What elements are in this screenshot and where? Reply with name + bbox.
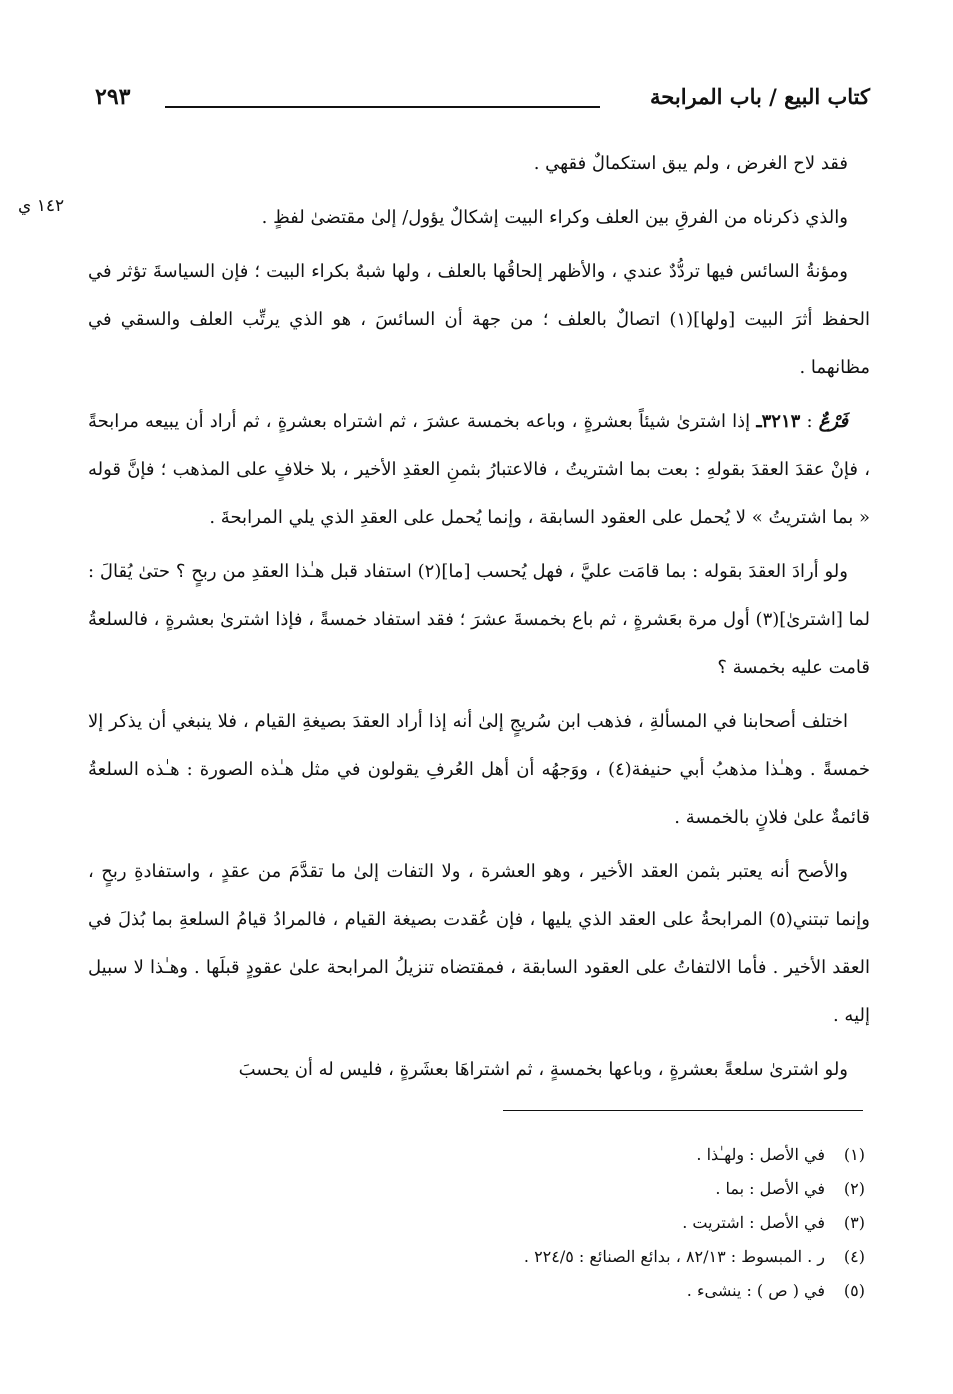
- main-text: [88, 140, 870, 1100]
- issue-number: ٣٢١٣ـ: [756, 411, 801, 432]
- paragraph: اختلف أصحابنا في المسألةِ ، فذهب ابن سُريجٍ إلىٰ أنه إذا أراد العقدَ بصيغةِ القيام ، فلا ينبغي أن يذكر إلا خمسةً . وهـٰذا مذهبُ أبي حنيفة(٤) ، ووَجهُه أن أهل العُرفِ يقولون في مثل هـٰذه الصورة : هـٰذه السلعةُ قائمةٌ علىٰ فلانٍ بالخمسة .: [88, 711, 870, 828]
- header-rule: [165, 106, 600, 108]
- footnote: [105, 1138, 865, 1172]
- footnote-number: (٢): [843, 1179, 865, 1198]
- footnote: [105, 1274, 865, 1308]
- paragraph: ولو اشترىٰ سلعةً بعشرةٍ ، وباعها بخمسةٍ ، ثم اشتراهَا بعشَرةٍ ، فليس له أن يحسبَ: [238, 1059, 848, 1080]
- footnote-number: (٥): [843, 1281, 865, 1300]
- footnote: [105, 1206, 865, 1240]
- footnote-text: في الأصل : بما .: [715, 1179, 825, 1198]
- paragraph: ولو أرادَ العقدَ بقوله : بما قامَت عليَّ ، فهل يُحسب [ما](٢) استفاد قبل هـٰذا العقدِ من ربحٍ ؟ حتىٰ يُقالَ : لما [اشترىٰ](٣) أول مرة بعَشرةٍ ، ثم باع بخمسةَ عشرَ ؛ فقد استفاد خمسةً ، فإذا اشترىٰ بعشرةٍ ، فالسلعةُ قامت عليه بخمسة ؟: [88, 561, 871, 678]
- footnote-number: (٣): [843, 1213, 865, 1232]
- paragraph: ومؤنةُ السائس فيها تردُّدٌ عندي ، والأظهر إلحاقُها بالعلف ، ولها شبهٌ بكراء البيت ؛ فإن السياسةَ تؤثر في الحفظ أثرَ البيت [ولها](١) اتصالٌ بالعلف ؛ من جهة أن السائسَ ، هو الذي يرتِّب العلف والسقي في مظانهما .: [88, 261, 871, 378]
- footnote-text: ر . المبسوط : ٨٢/١٣ ، بدائع الصنائع : ٢٢٤/٥ .: [523, 1247, 825, 1266]
- footnote-text: في ( ص ) : ينشىء .: [686, 1281, 825, 1300]
- page-number: ٢٩٣: [95, 84, 131, 110]
- header-title: كتاب البيع / باب المرابحة: [650, 84, 870, 109]
- footnote-number: (١): [843, 1145, 865, 1164]
- footnote: [105, 1172, 865, 1206]
- margin-folio-note: ١٤٢ ي: [18, 196, 65, 216]
- footnote: [105, 1240, 865, 1274]
- footnote-separator: [503, 1110, 863, 1111]
- paragraph: والأصح أنه يعتبر بثمن العقد الأخير ، وهو العشرة ، ولا التفات إلىٰ ما تقدَّمَ من عقدٍ ، واستفادةِ ربحٍ ، وإنما تبتني(٥) المرابحةُ على العقد الذي يليها ، فإن عُقدت بصيغة القيام ، فالمرادُ قيامُ السلعةِ بما بُذلَ في العقد الأخير . فأما الالتفاتُ على العقود السابقة ، فمقتضاه تنزيلُ المرابحة علىٰ عقودٍ قبلَها . وهـٰذا لا سبيل إليه .: [88, 861, 870, 1026]
- issue-label: فَرْعٌ: [818, 411, 848, 432]
- footnote-text: في الأصل : ولهـٰذا .: [696, 1145, 825, 1164]
- issue-text: إذا اشترىٰ شيئاً بعشرةٍ ، وباعه بخمسة عشرَ ، ثم اشتراه بعشرةٍ ، ثم أراد أن يبيعه مرابحةً ، فإنْ عقدَ العقدَ بقولهِ : بعت بما اشتريتُ ، فالاعتبارُ بثمنِ العقدِ الأخير ، بلا خلافٍ على المذهب ؛ فإنَّ قوله « بما اشتريتُ » لا يُحمل على العقود السابقة ، وإنما يُحمل على العقدِ الذي يلي المرابحةَ .: [88, 411, 870, 528]
- footnote-text: في الأصل : اشتريت .: [682, 1213, 825, 1232]
- paragraph: فقد لاح الغرض ، ولم يبق استكمالٌ فقهي .: [533, 153, 848, 174]
- paragraph: والذي ذكرناه من الفرقِ بين العلف وكراء البيت إشكالٌ يؤول/ إلىٰ مقتضىٰ لفظٍ .: [261, 207, 848, 228]
- footnotes: [105, 1138, 865, 1308]
- issue-paragraph: فَرْعٌ : ٣٢١٣ـ إذا اشترىٰ شيئاً بعشرةٍ ، وباعه بخمسة عشرَ ، ثم اشتراه بعشرةٍ ، ثم أراد أن يبيعه مرابحةً ، فإنْ عقدَ العقدَ بقولهِ : بعت بما اشتريتُ ، فالاعتبارُ بثمنِ العقدِ الأخير ، بلا خلافٍ على المذهب ؛ فإنَّ قوله « بما اشتريتُ » لا يُحمل على العقود السابقة ، وإنما يُحمل على العقدِ الذي يلي المرابحةَ .: [88, 411, 870, 528]
- running-header: [95, 84, 870, 120]
- footnote-number: (٤): [843, 1247, 865, 1266]
